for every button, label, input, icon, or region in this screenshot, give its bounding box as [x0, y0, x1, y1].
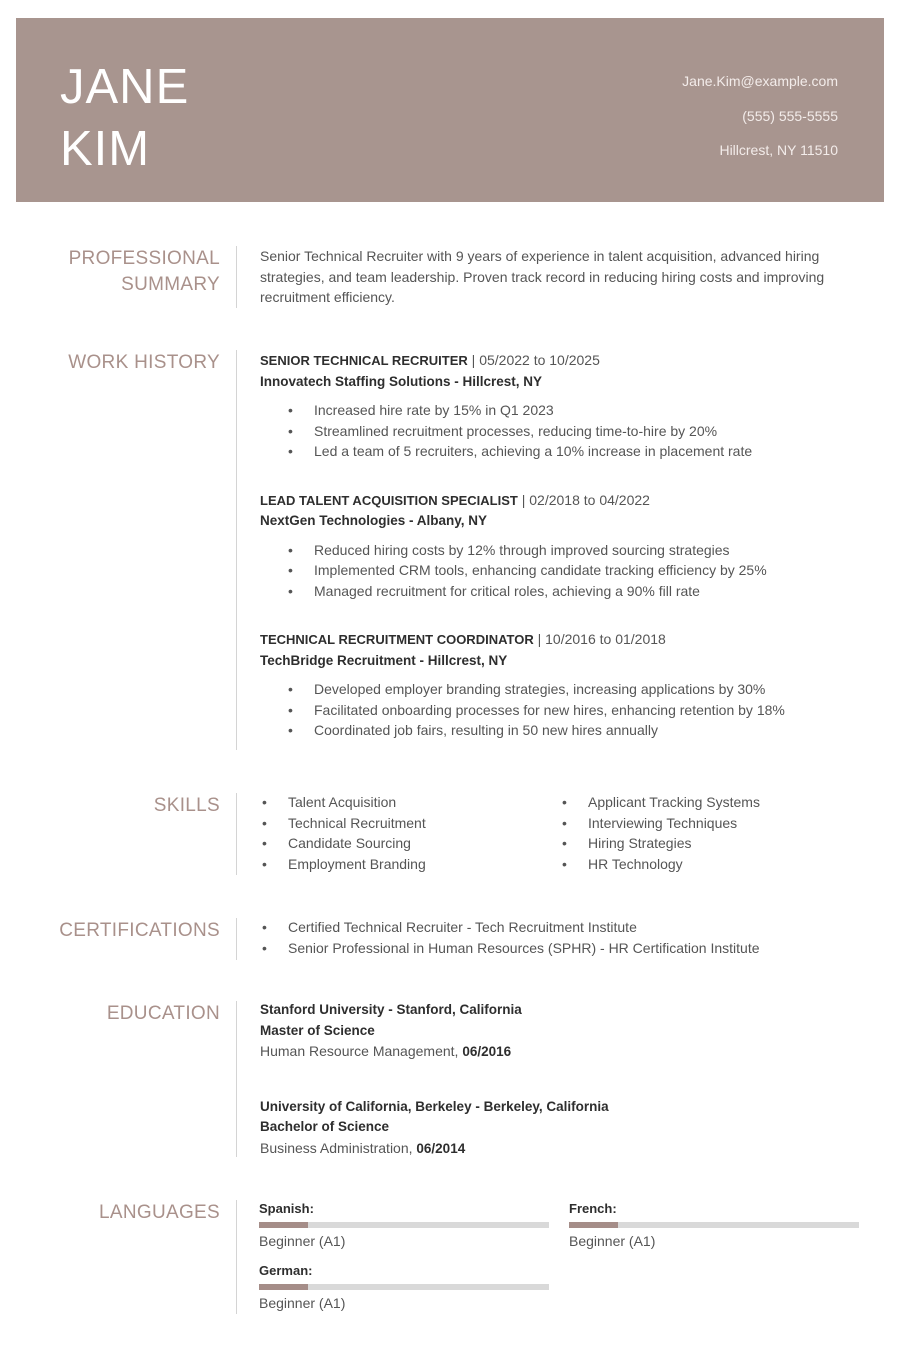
degree: Bachelor of Science [260, 1119, 390, 1134]
language-item [569, 1200, 859, 1252]
language-name: German: [259, 1263, 313, 1278]
list-item: • Facilitated onboarding processes for new hires, enhancing retention by 18% [314, 700, 860, 721]
skills-body [260, 792, 860, 874]
education-entry [260, 1000, 860, 1063]
list-item: • Technical Recruitment [288, 813, 560, 834]
list-item: • Talent Acquisition [288, 792, 560, 813]
job-bullets [260, 540, 860, 602]
list-item: • HR Technology [588, 854, 860, 875]
section-divider [236, 1200, 237, 1314]
certifications-body [260, 917, 860, 958]
list-item: • Interviewing Techniques [588, 813, 860, 834]
work-history-body [260, 350, 860, 769]
proficiency-fill [569, 1222, 618, 1228]
education-body [260, 1000, 860, 1193]
job-company: Innovatech Staffing Solutions - Hillcrest, NY [260, 373, 543, 389]
list-item: • Led a team of 5 recruiters, achieving a 10% increase in placement rate [314, 441, 860, 462]
first-name: JANE [60, 60, 190, 114]
job-company: TechBridge Recruitment - Hillcrest, NY [260, 652, 508, 668]
school: University of California, Berkeley - Berkeley, California [260, 1098, 609, 1114]
proficiency-bar [569, 1222, 859, 1228]
section-divider [236, 1001, 237, 1157]
language-item [259, 1200, 549, 1252]
certifications-list [260, 917, 860, 958]
job-entry [260, 629, 860, 741]
skills-list-right [560, 792, 860, 874]
section-divider [236, 246, 237, 308]
skills-list-left [260, 792, 560, 874]
proficiency-fill [259, 1222, 308, 1228]
job-bullets [260, 400, 860, 462]
language-level: Beginner (A1) [259, 1233, 346, 1249]
phone: (555) 555-5555 [742, 107, 838, 124]
proficiency-fill [259, 1284, 308, 1290]
job-title: LEAD TALENT ACQUISITION SPECIALIST [260, 492, 518, 508]
list-item: • Increased hire rate by 15% in Q1 2023 [314, 400, 860, 421]
proficiency-bar [259, 1222, 549, 1228]
section-title: LANGUAGES [99, 1202, 220, 1223]
section-title: SKILLS [153, 795, 220, 816]
contact-info [682, 64, 838, 168]
language-item [259, 1262, 549, 1314]
job-dates: | 10/2016 to 01/2018 [533, 631, 666, 647]
field: Human Resource Management, [260, 1043, 463, 1059]
candidate-name [60, 56, 189, 180]
section-title [20, 246, 220, 298]
job-company: NextGen Technologies - Albany, NY [260, 513, 488, 528]
job-dates: | 05/2022 to 10/2025 [467, 352, 600, 368]
job-bullets [260, 679, 860, 741]
summary-text: Senior Technical Recruiter with 9 years of experience in talent acquisition, advanced hiring strategies, and team leadership. Proven track record in reducing hiring costs and improving recruitment efficiency. [260, 248, 825, 305]
list-item: • Reduced hiring costs by 12% through improved sourcing strategies [314, 540, 860, 561]
proficiency-bar [259, 1284, 549, 1290]
grad-date: 06/2014 [416, 1140, 466, 1156]
section-title: EDUCATION [106, 1003, 220, 1024]
section-title: WORK HISTORY [68, 352, 220, 373]
summary-title-line1: PROFESSIONAL [68, 248, 220, 269]
education-entry [260, 1097, 860, 1160]
address: Hillcrest, NY 11510 [719, 142, 838, 158]
language-name: Spanish: [259, 1201, 314, 1216]
job-title: TECHNICAL RECRUITMENT COORDINATOR [260, 632, 534, 647]
field: Business Administration, [260, 1139, 417, 1156]
job-dates: | 02/2018 to 04/2022 [517, 491, 650, 508]
list-item: • Hiring Strategies [588, 833, 860, 854]
list-item: • Developed employer branding strategies, increasing applications by 30% [314, 679, 860, 700]
list-item: • Certified Technical Recruiter - Tech Recruitment Institute [288, 917, 860, 938]
job-entry [260, 490, 860, 602]
language-level: Beginner (A1) [259, 1295, 346, 1311]
job-entry [260, 350, 860, 462]
list-item: • Implemented CRM tools, enhancing candidate tracking efficiency by 25% [314, 560, 860, 581]
list-item: • Managed recruitment for critical roles, achieving a 90% fill rate [314, 581, 860, 602]
list-item: • Candidate Sourcing [288, 833, 560, 854]
list-item: • Coordinated job fairs, resulting in 50 new hires annually [314, 720, 860, 741]
list-item: • Streamlined recruitment processes, reducing time-to-hire by 20% [314, 421, 860, 442]
section-divider [236, 918, 237, 960]
list-item: • Applicant Tracking Systems [588, 792, 860, 813]
language-name: French: [569, 1201, 617, 1216]
section-divider [236, 350, 237, 750]
summary-title-line2: SUMMARY [121, 274, 220, 295]
grad-date: 06/2016 [462, 1044, 512, 1059]
last-name: KIM [60, 122, 151, 176]
list-item: • Senior Professional in Human Resources (SPHR) - HR Certification Institute [288, 938, 860, 959]
language-level: Beginner (A1) [569, 1233, 656, 1249]
list-item: • Employment Branding [288, 854, 560, 875]
resume-header [16, 18, 884, 202]
section-divider [236, 793, 237, 875]
languages-body [260, 1200, 860, 1320]
degree: Master of Science [260, 1022, 375, 1038]
email: Jane.Kim@example.com [682, 73, 838, 89]
job-title: SENIOR TECHNICAL RECRUITER [260, 353, 468, 368]
school: Stanford University - Stanford, California [260, 1002, 522, 1017]
section-title: CERTIFICATIONS [59, 920, 220, 941]
